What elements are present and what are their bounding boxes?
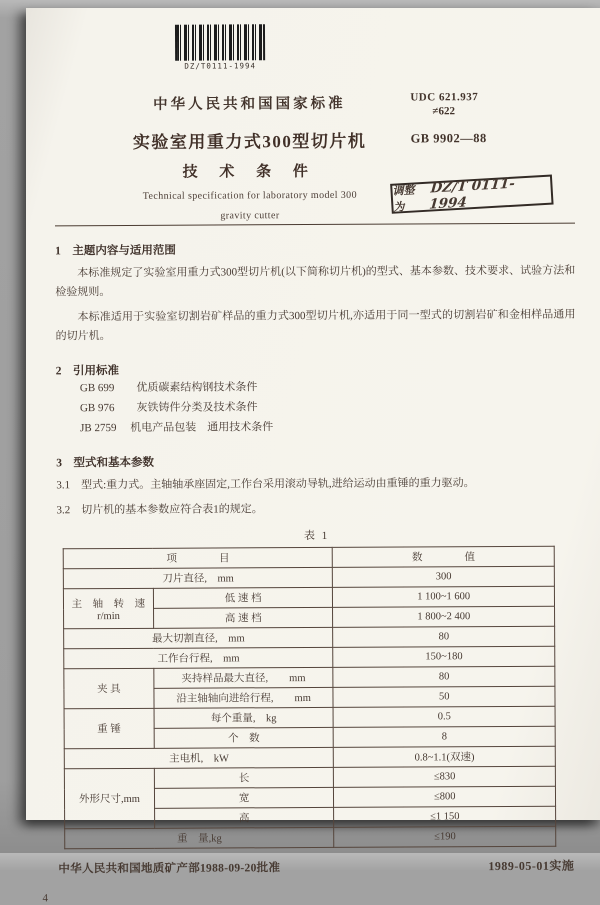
clause-3-1: 3.1 型式:重力式。主轴轴承座固定,工作台采用滚动导轨,进给运动由重锤的重力驱动。 [56, 477, 475, 492]
dimension-length-value: ≤830 [334, 766, 556, 787]
standard-org-line: 中华人民共和国国家标准 [153, 95, 346, 113]
section3-heading: 3 型式和基本参数 [56, 456, 155, 470]
clamp-max-diameter-label: 夹持样品最大直径, mm [154, 667, 334, 688]
clamp-group-label: 夹 具 [64, 668, 154, 708]
table-row [64, 626, 555, 649]
clamp-max-diameter-value: 80 [333, 666, 555, 687]
spindle-speed-label-line1: 主 轴 转 速 [71, 598, 146, 610]
high-gear-label: 高 速 档 [153, 607, 333, 628]
dimension-height-label: 高 [154, 807, 334, 828]
hammer-weight-label: 每个重量, kg [154, 707, 334, 728]
table-row [64, 746, 555, 769]
document-title-en-line2: gravity cutter [220, 210, 280, 222]
hammer-weight-value: 0.5 [333, 706, 555, 727]
table-row [65, 826, 556, 849]
header-divider [55, 223, 575, 227]
dimension-length-label: 长 [154, 767, 334, 788]
udc-secondary: ≠622 [432, 105, 455, 118]
section2-heading: 2 引用标准 [55, 365, 120, 378]
reference-item: JB 2759 机电产品包装 通用技术条件 [80, 421, 274, 435]
table-row [64, 706, 555, 729]
scanned-page [26, 8, 600, 905]
max-cut-value: 80 [333, 626, 555, 647]
stamp-code: DZ/T 0111-1994 [428, 175, 516, 213]
parameters-table [63, 546, 557, 850]
table-caption: 表 1 [303, 529, 330, 543]
clamp-feed-travel-label: 沿主轴轴向进给行程, mm [154, 687, 334, 708]
reference-item: GB 976 灰铁铸件分类及技术条件 [79, 401, 258, 415]
spindle-speed-label-line2: r/min [97, 610, 120, 622]
table-travel-value: 150~180 [333, 646, 555, 667]
max-cut-label: 最大切割直径, mm [64, 627, 334, 648]
table-travel-label: 工作台行程, mm [64, 647, 334, 668]
hammer-count-label: 个 数 [154, 727, 334, 748]
reference-item: GB 699 优质碳素结构钢技术条件 [79, 381, 258, 395]
low-gear-label: 低 速 档 [153, 587, 333, 608]
standard-code: GB 9902—88 [410, 131, 487, 146]
approval-text: 中华人民共和国地质矿产部1988-09-20批准 [58, 862, 281, 876]
document-title-cn: 实验室用重力式300型切片机 [132, 131, 367, 152]
hammer-count-value: 8 [334, 726, 556, 747]
implementation-text: 1989-05-01实施 [488, 858, 575, 874]
blade-diameter-label: 刀片直径, mm [63, 567, 333, 588]
low-gear-value: 1 100~1 600 [333, 586, 555, 607]
page-content [24, 7, 600, 905]
dimension-width-value: ≤800 [334, 786, 556, 807]
clause-3-2: 3.2 切片机的基本参数应符合表1的规定。 [56, 503, 263, 517]
mass-label: 重 量,kg [65, 827, 335, 848]
motor-value: 0.8~1.1(双速) [334, 746, 556, 767]
hammer-group-label: 重 锤 [64, 708, 154, 748]
column-header-value: 数 值 [333, 546, 555, 567]
document-subtitle-cn: 技 术 条 件 [182, 163, 317, 181]
barcode-image [175, 24, 265, 60]
page-number: 4 [42, 892, 49, 905]
mass-value: ≤190 [334, 826, 556, 847]
barcode-block [172, 24, 268, 71]
udc-number: UDC 621.937 [410, 91, 479, 104]
dimension-width-label: 宽 [154, 787, 334, 808]
clamp-feed-travel-value: 50 [333, 686, 555, 707]
dimensions-group-label: 外形尺寸,mm [64, 768, 154, 828]
high-gear-value: 1 800~2 400 [333, 606, 555, 627]
table-row [63, 566, 554, 589]
barcode-label: DZ/T0111-1994 [184, 61, 257, 71]
section1-paragraph2: 本标准适用于实验室切割岩矿样品的重力式300型切片机,亦适用于同一型式的切割岩矿和金相样品通用的切片机。 [55, 308, 576, 343]
column-header-item: 项 目 [63, 547, 333, 568]
blade-diameter-value: 300 [333, 566, 555, 587]
adjustment-stamp [390, 175, 553, 214]
document-header [54, 91, 575, 222]
stamp-prefix: 调整为 [392, 184, 415, 214]
table-row [64, 666, 555, 689]
dimension-height-value: ≤1 150 [334, 806, 556, 827]
section1-paragraph1: 本标准规定了实验室用重力式300型切片机(以下简称切片机)的型式、基本参数、技术要求、试验方法和检验规则。 [55, 264, 576, 299]
section1-heading: 1 主题内容与适用范围 [55, 244, 176, 258]
table-row [64, 766, 555, 789]
motor-label: 主电机, kW [64, 747, 334, 768]
document-title-en-line1: Technical specification for laboratory model 300 [142, 189, 358, 202]
classification-block [410, 91, 560, 147]
title-block [54, 91, 445, 222]
table-row [63, 586, 554, 609]
table-header-row [63, 546, 554, 569]
footer-line [58, 857, 578, 877]
spindle-speed-label [63, 588, 153, 628]
table-row [64, 646, 555, 669]
